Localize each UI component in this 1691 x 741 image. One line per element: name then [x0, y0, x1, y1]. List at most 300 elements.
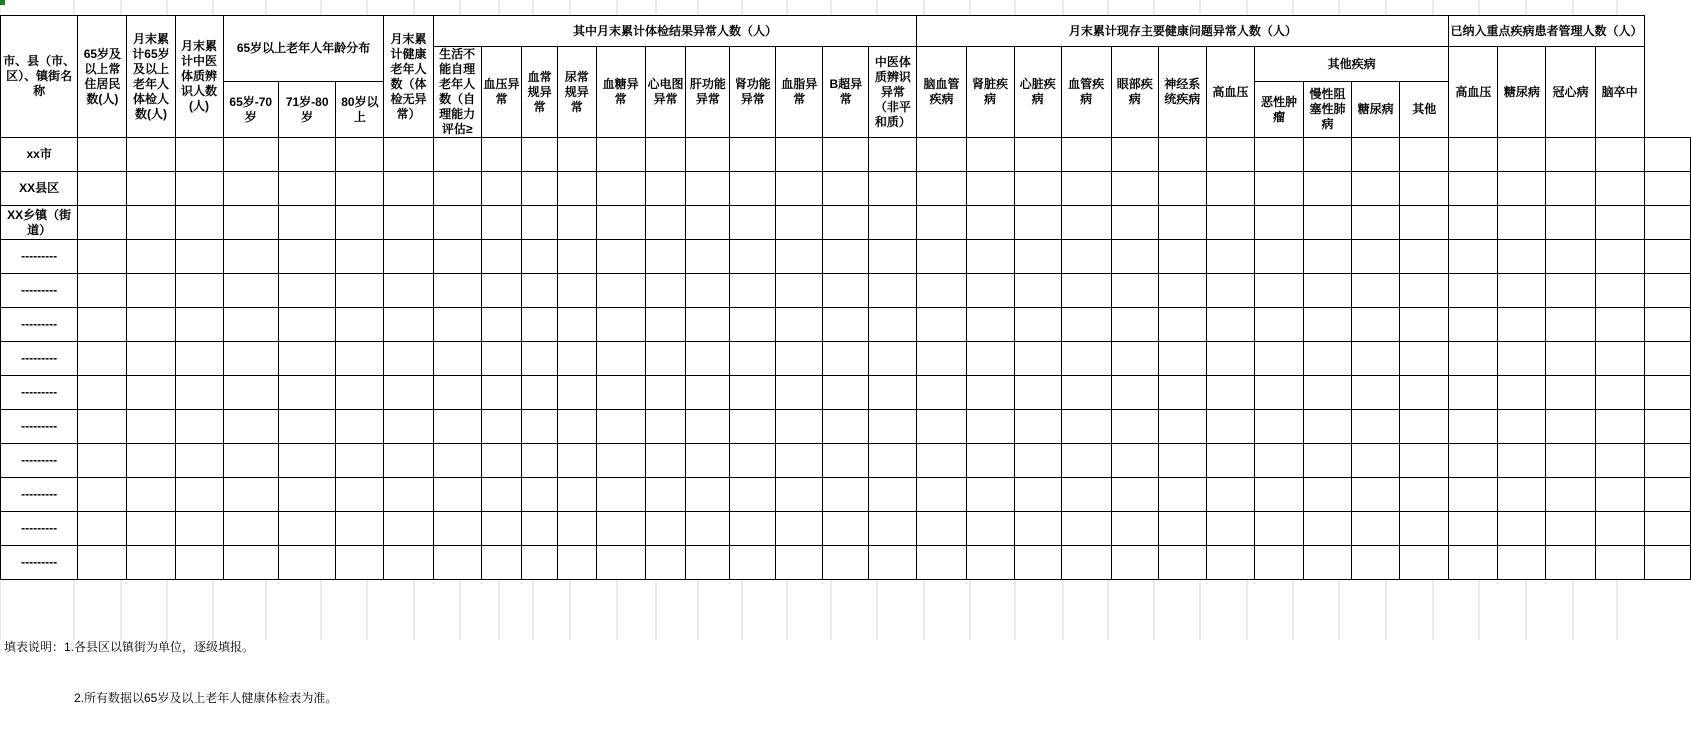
- data-cell[interactable]: [1449, 376, 1498, 410]
- data-cell[interactable]: [1352, 206, 1400, 240]
- data-cell[interactable]: [433, 342, 481, 376]
- data-cell[interactable]: [776, 546, 823, 580]
- data-cell[interactable]: [1498, 342, 1546, 376]
- data-cell[interactable]: [1014, 546, 1061, 580]
- data-cell[interactable]: [278, 512, 335, 546]
- data-cell[interactable]: [966, 410, 1014, 444]
- data-cell[interactable]: [223, 138, 278, 172]
- data-cell[interactable]: [1400, 172, 1449, 206]
- data-cell[interactable]: [730, 342, 776, 376]
- data-cell[interactable]: [686, 240, 730, 274]
- data-cell[interactable]: [917, 206, 966, 240]
- data-cell[interactable]: [1111, 206, 1158, 240]
- data-cell[interactable]: [1206, 138, 1254, 172]
- data-cell[interactable]: [1400, 410, 1449, 444]
- data-cell[interactable]: [823, 512, 869, 546]
- data-cell[interactable]: [336, 444, 384, 478]
- data-cell[interactable]: [823, 138, 869, 172]
- data-cell[interactable]: [1014, 206, 1061, 240]
- data-cell[interactable]: [557, 376, 596, 410]
- data-cell[interactable]: [384, 274, 433, 308]
- data-cell[interactable]: [522, 206, 558, 240]
- data-cell[interactable]: [823, 376, 869, 410]
- data-cell[interactable]: [384, 546, 433, 580]
- data-cell[interactable]: [433, 308, 481, 342]
- data-cell[interactable]: [1111, 308, 1158, 342]
- data-cell[interactable]: [1546, 172, 1595, 206]
- data-cell[interactable]: [1254, 410, 1303, 444]
- data-cell[interactable]: [336, 274, 384, 308]
- data-cell[interactable]: [1158, 512, 1206, 546]
- data-cell[interactable]: [1595, 172, 1644, 206]
- data-cell[interactable]: [1061, 546, 1111, 580]
- data-cell[interactable]: [278, 240, 335, 274]
- data-cell[interactable]: [645, 546, 686, 580]
- data-cell[interactable]: [522, 376, 558, 410]
- data-cell[interactable]: [1304, 342, 1352, 376]
- data-cell[interactable]: [481, 138, 522, 172]
- data-cell[interactable]: [1498, 512, 1546, 546]
- row-region-name[interactable]: ---------: [1, 478, 78, 512]
- data-cell[interactable]: [1014, 274, 1061, 308]
- data-cell[interactable]: [1158, 206, 1206, 240]
- data-cell[interactable]: [1352, 376, 1400, 410]
- data-cell[interactable]: [1400, 478, 1449, 512]
- data-cell[interactable]: [384, 444, 433, 478]
- data-cell[interactable]: [223, 546, 278, 580]
- data-cell[interactable]: [1546, 206, 1595, 240]
- data-cell[interactable]: [336, 546, 384, 580]
- data-cell[interactable]: [223, 376, 278, 410]
- data-cell[interactable]: [223, 342, 278, 376]
- data-cell[interactable]: [1546, 546, 1595, 580]
- data-cell[interactable]: [384, 240, 433, 274]
- data-cell[interactable]: [596, 308, 645, 342]
- data-cell[interactable]: [127, 444, 175, 478]
- data-cell[interactable]: [686, 274, 730, 308]
- data-cell[interactable]: [596, 240, 645, 274]
- data-cell[interactable]: [1158, 138, 1206, 172]
- data-cell[interactable]: [686, 172, 730, 206]
- data-cell[interactable]: [596, 274, 645, 308]
- data-cell[interactable]: [127, 308, 175, 342]
- data-cell[interactable]: [776, 478, 823, 512]
- data-cell[interactable]: [966, 308, 1014, 342]
- data-cell[interactable]: [1111, 172, 1158, 206]
- data-cell[interactable]: [730, 138, 776, 172]
- data-cell[interactable]: [1158, 410, 1206, 444]
- data-cell[interactable]: [481, 274, 522, 308]
- data-cell[interactable]: [557, 274, 596, 308]
- row-region-name[interactable]: ---------: [1, 240, 78, 274]
- data-cell[interactable]: [1546, 376, 1595, 410]
- data-cell[interactable]: [1061, 172, 1111, 206]
- data-cell[interactable]: [1304, 308, 1352, 342]
- data-cell[interactable]: [686, 376, 730, 410]
- data-cell[interactable]: [278, 546, 335, 580]
- data-cell[interactable]: [1498, 410, 1546, 444]
- data-cell[interactable]: [1014, 410, 1061, 444]
- data-cell[interactable]: [78, 138, 127, 172]
- data-cell[interactable]: [78, 240, 127, 274]
- data-cell[interactable]: [776, 138, 823, 172]
- data-cell[interactable]: [1644, 512, 1690, 546]
- data-cell[interactable]: [1111, 410, 1158, 444]
- data-cell[interactable]: [596, 138, 645, 172]
- data-cell[interactable]: [645, 206, 686, 240]
- data-cell[interactable]: [776, 342, 823, 376]
- data-cell[interactable]: [1061, 138, 1111, 172]
- data-cell[interactable]: [1206, 546, 1254, 580]
- data-cell[interactable]: [127, 376, 175, 410]
- data-cell[interactable]: [1254, 376, 1303, 410]
- data-cell[interactable]: [1352, 444, 1400, 478]
- data-cell[interactable]: [1014, 376, 1061, 410]
- data-cell[interactable]: [557, 240, 596, 274]
- data-cell[interactable]: [1254, 478, 1303, 512]
- data-cell[interactable]: [78, 172, 127, 206]
- data-cell[interactable]: [557, 138, 596, 172]
- data-cell[interactable]: [223, 172, 278, 206]
- data-cell[interactable]: [917, 240, 966, 274]
- data-cell[interactable]: [336, 240, 384, 274]
- data-cell[interactable]: [223, 410, 278, 444]
- data-cell[interactable]: [645, 478, 686, 512]
- data-cell[interactable]: [223, 444, 278, 478]
- data-cell[interactable]: [1158, 240, 1206, 274]
- data-cell[interactable]: [1254, 308, 1303, 342]
- data-cell[interactable]: [645, 342, 686, 376]
- data-cell[interactable]: [645, 138, 686, 172]
- data-cell[interactable]: [1400, 546, 1449, 580]
- data-cell[interactable]: [1644, 138, 1690, 172]
- data-cell[interactable]: [223, 240, 278, 274]
- data-cell[interactable]: [481, 342, 522, 376]
- data-cell[interactable]: [557, 172, 596, 206]
- row-region-name[interactable]: ---------: [1, 342, 78, 376]
- data-cell[interactable]: [1400, 512, 1449, 546]
- data-cell[interactable]: [966, 512, 1014, 546]
- data-cell[interactable]: [730, 410, 776, 444]
- data-cell[interactable]: [1644, 410, 1690, 444]
- data-cell[interactable]: [1498, 274, 1546, 308]
- data-cell[interactable]: [223, 512, 278, 546]
- data-cell[interactable]: [336, 342, 384, 376]
- data-cell[interactable]: [481, 240, 522, 274]
- data-cell[interactable]: [557, 512, 596, 546]
- row-region-name[interactable]: xx市: [1, 138, 78, 172]
- data-cell[interactable]: [823, 478, 869, 512]
- data-cell[interactable]: [522, 342, 558, 376]
- data-cell[interactable]: [823, 342, 869, 376]
- data-cell[interactable]: [1158, 308, 1206, 342]
- data-cell[interactable]: [596, 512, 645, 546]
- data-cell[interactable]: [175, 376, 223, 410]
- data-cell[interactable]: [730, 478, 776, 512]
- data-cell[interactable]: [557, 478, 596, 512]
- data-cell[interactable]: [776, 274, 823, 308]
- data-cell[interactable]: [1111, 138, 1158, 172]
- data-cell[interactable]: [917, 410, 966, 444]
- data-cell[interactable]: [776, 240, 823, 274]
- data-cell[interactable]: [127, 342, 175, 376]
- data-cell[interactable]: [869, 172, 917, 206]
- data-cell[interactable]: [278, 410, 335, 444]
- data-cell[interactable]: [78, 376, 127, 410]
- data-cell[interactable]: [557, 206, 596, 240]
- data-cell[interactable]: [1014, 512, 1061, 546]
- data-cell[interactable]: [1546, 444, 1595, 478]
- data-cell[interactable]: [127, 512, 175, 546]
- data-cell[interactable]: [1449, 410, 1498, 444]
- data-cell[interactable]: [1595, 274, 1644, 308]
- data-cell[interactable]: [1595, 308, 1644, 342]
- data-cell[interactable]: [686, 546, 730, 580]
- data-cell[interactable]: [1546, 478, 1595, 512]
- data-cell[interactable]: [175, 546, 223, 580]
- data-cell[interactable]: [1644, 172, 1690, 206]
- data-cell[interactable]: [1400, 240, 1449, 274]
- data-cell[interactable]: [1449, 206, 1498, 240]
- row-region-name[interactable]: XX乡镇（街道）: [1, 206, 78, 240]
- data-cell[interactable]: [1111, 342, 1158, 376]
- data-cell[interactable]: [278, 172, 335, 206]
- data-cell[interactable]: [917, 376, 966, 410]
- data-cell[interactable]: [686, 308, 730, 342]
- data-cell[interactable]: [127, 172, 175, 206]
- data-cell[interactable]: [596, 546, 645, 580]
- data-cell[interactable]: [869, 240, 917, 274]
- data-cell[interactable]: [433, 410, 481, 444]
- data-cell[interactable]: [1304, 138, 1352, 172]
- data-cell[interactable]: [1449, 444, 1498, 478]
- data-cell[interactable]: [433, 274, 481, 308]
- data-cell[interactable]: [869, 342, 917, 376]
- data-cell[interactable]: [686, 138, 730, 172]
- data-cell[interactable]: [645, 444, 686, 478]
- data-cell[interactable]: [1206, 478, 1254, 512]
- row-region-name[interactable]: XX县区: [1, 172, 78, 206]
- data-cell[interactable]: [917, 308, 966, 342]
- data-cell[interactable]: [278, 444, 335, 478]
- data-cell[interactable]: [175, 274, 223, 308]
- data-cell[interactable]: [917, 546, 966, 580]
- data-cell[interactable]: [433, 172, 481, 206]
- data-cell[interactable]: [481, 376, 522, 410]
- data-cell[interactable]: [175, 308, 223, 342]
- data-cell[interactable]: [278, 138, 335, 172]
- data-cell[interactable]: [175, 240, 223, 274]
- data-cell[interactable]: [1449, 546, 1498, 580]
- data-cell[interactable]: [596, 444, 645, 478]
- data-cell[interactable]: [776, 512, 823, 546]
- data-cell[interactable]: [78, 342, 127, 376]
- data-cell[interactable]: [127, 240, 175, 274]
- data-cell[interactable]: [1400, 376, 1449, 410]
- data-cell[interactable]: [686, 206, 730, 240]
- data-cell[interactable]: [1644, 342, 1690, 376]
- data-cell[interactable]: [278, 308, 335, 342]
- data-cell[interactable]: [1254, 512, 1303, 546]
- data-cell[interactable]: [966, 138, 1014, 172]
- data-cell[interactable]: [645, 410, 686, 444]
- data-cell[interactable]: [1449, 308, 1498, 342]
- data-cell[interactable]: [1449, 342, 1498, 376]
- data-cell[interactable]: [78, 478, 127, 512]
- data-cell[interactable]: [433, 376, 481, 410]
- data-cell[interactable]: [596, 172, 645, 206]
- data-cell[interactable]: [917, 478, 966, 512]
- data-cell[interactable]: [966, 206, 1014, 240]
- data-cell[interactable]: [869, 206, 917, 240]
- data-cell[interactable]: [1206, 240, 1254, 274]
- data-cell[interactable]: [823, 172, 869, 206]
- data-cell[interactable]: [278, 274, 335, 308]
- data-cell[interactable]: [1498, 206, 1546, 240]
- data-cell[interactable]: [1061, 342, 1111, 376]
- data-cell[interactable]: [1498, 478, 1546, 512]
- data-cell[interactable]: [1304, 376, 1352, 410]
- data-cell[interactable]: [1498, 172, 1546, 206]
- data-cell[interactable]: [1061, 478, 1111, 512]
- data-cell[interactable]: [278, 342, 335, 376]
- data-cell[interactable]: [1352, 546, 1400, 580]
- data-cell[interactable]: [1352, 342, 1400, 376]
- data-cell[interactable]: [223, 308, 278, 342]
- data-cell[interactable]: [1644, 376, 1690, 410]
- data-cell[interactable]: [522, 512, 558, 546]
- data-cell[interactable]: [917, 444, 966, 478]
- data-cell[interactable]: [730, 172, 776, 206]
- data-cell[interactable]: [1498, 444, 1546, 478]
- data-cell[interactable]: [917, 172, 966, 206]
- data-cell[interactable]: [869, 478, 917, 512]
- data-cell[interactable]: [278, 376, 335, 410]
- row-region-name[interactable]: ---------: [1, 274, 78, 308]
- data-cell[interactable]: [1400, 444, 1449, 478]
- data-cell[interactable]: [384, 478, 433, 512]
- data-cell[interactable]: [1595, 206, 1644, 240]
- data-cell[interactable]: [522, 274, 558, 308]
- data-cell[interactable]: [1014, 308, 1061, 342]
- data-cell[interactable]: [823, 444, 869, 478]
- data-cell[interactable]: [1595, 138, 1644, 172]
- data-cell[interactable]: [1304, 444, 1352, 478]
- data-cell[interactable]: [127, 410, 175, 444]
- data-cell[interactable]: [869, 444, 917, 478]
- data-cell[interactable]: [481, 546, 522, 580]
- data-cell[interactable]: [1158, 376, 1206, 410]
- data-cell[interactable]: [730, 240, 776, 274]
- data-cell[interactable]: [78, 444, 127, 478]
- data-cell[interactable]: [730, 444, 776, 478]
- data-cell[interactable]: [730, 546, 776, 580]
- row-region-name[interactable]: ---------: [1, 308, 78, 342]
- data-cell[interactable]: [1111, 512, 1158, 546]
- data-cell[interactable]: [78, 274, 127, 308]
- data-cell[interactable]: [522, 172, 558, 206]
- data-cell[interactable]: [1158, 342, 1206, 376]
- data-cell[interactable]: [1014, 342, 1061, 376]
- data-cell[interactable]: [481, 478, 522, 512]
- data-cell[interactable]: [336, 376, 384, 410]
- data-cell[interactable]: [776, 410, 823, 444]
- data-cell[interactable]: [1158, 172, 1206, 206]
- data-cell[interactable]: [1595, 376, 1644, 410]
- data-cell[interactable]: [522, 138, 558, 172]
- data-cell[interactable]: [776, 376, 823, 410]
- data-cell[interactable]: [1352, 172, 1400, 206]
- data-cell[interactable]: [1111, 376, 1158, 410]
- data-cell[interactable]: [175, 342, 223, 376]
- data-cell[interactable]: [1449, 172, 1498, 206]
- data-cell[interactable]: [1206, 274, 1254, 308]
- data-cell[interactable]: [1595, 546, 1644, 580]
- data-cell[interactable]: [966, 274, 1014, 308]
- data-cell[interactable]: [1254, 342, 1303, 376]
- data-cell[interactable]: [1206, 206, 1254, 240]
- data-cell[interactable]: [1644, 546, 1690, 580]
- data-cell[interactable]: [1158, 546, 1206, 580]
- data-cell[interactable]: [1061, 240, 1111, 274]
- data-cell[interactable]: [336, 308, 384, 342]
- data-cell[interactable]: [686, 342, 730, 376]
- data-cell[interactable]: [596, 342, 645, 376]
- data-cell[interactable]: [1595, 444, 1644, 478]
- data-cell[interactable]: [966, 478, 1014, 512]
- data-cell[interactable]: [1014, 172, 1061, 206]
- data-cell[interactable]: [596, 206, 645, 240]
- data-cell[interactable]: [384, 308, 433, 342]
- data-cell[interactable]: [1498, 308, 1546, 342]
- data-cell[interactable]: [522, 410, 558, 444]
- data-cell[interactable]: [645, 172, 686, 206]
- data-cell[interactable]: [869, 376, 917, 410]
- data-cell[interactable]: [522, 478, 558, 512]
- data-cell[interactable]: [78, 308, 127, 342]
- data-cell[interactable]: [175, 512, 223, 546]
- data-cell[interactable]: [481, 172, 522, 206]
- data-cell[interactable]: [823, 274, 869, 308]
- data-cell[interactable]: [686, 512, 730, 546]
- data-cell[interactable]: [1546, 240, 1595, 274]
- data-cell[interactable]: [596, 410, 645, 444]
- data-cell[interactable]: [645, 308, 686, 342]
- data-cell[interactable]: [384, 172, 433, 206]
- data-cell[interactable]: [1254, 546, 1303, 580]
- data-cell[interactable]: [127, 138, 175, 172]
- data-cell[interactable]: [336, 206, 384, 240]
- data-cell[interactable]: [1061, 376, 1111, 410]
- row-region-name[interactable]: ---------: [1, 444, 78, 478]
- data-cell[interactable]: [686, 444, 730, 478]
- data-cell[interactable]: [433, 206, 481, 240]
- data-cell[interactable]: [127, 206, 175, 240]
- data-cell[interactable]: [1111, 274, 1158, 308]
- data-cell[interactable]: [384, 138, 433, 172]
- data-cell[interactable]: [1254, 172, 1303, 206]
- data-cell[interactable]: [1304, 546, 1352, 580]
- data-cell[interactable]: [175, 444, 223, 478]
- data-cell[interactable]: [1595, 512, 1644, 546]
- data-cell[interactable]: [966, 444, 1014, 478]
- data-cell[interactable]: [481, 444, 522, 478]
- data-cell[interactable]: [1644, 308, 1690, 342]
- data-cell[interactable]: [645, 240, 686, 274]
- data-cell[interactable]: [869, 308, 917, 342]
- data-cell[interactable]: [1644, 274, 1690, 308]
- data-cell[interactable]: [175, 206, 223, 240]
